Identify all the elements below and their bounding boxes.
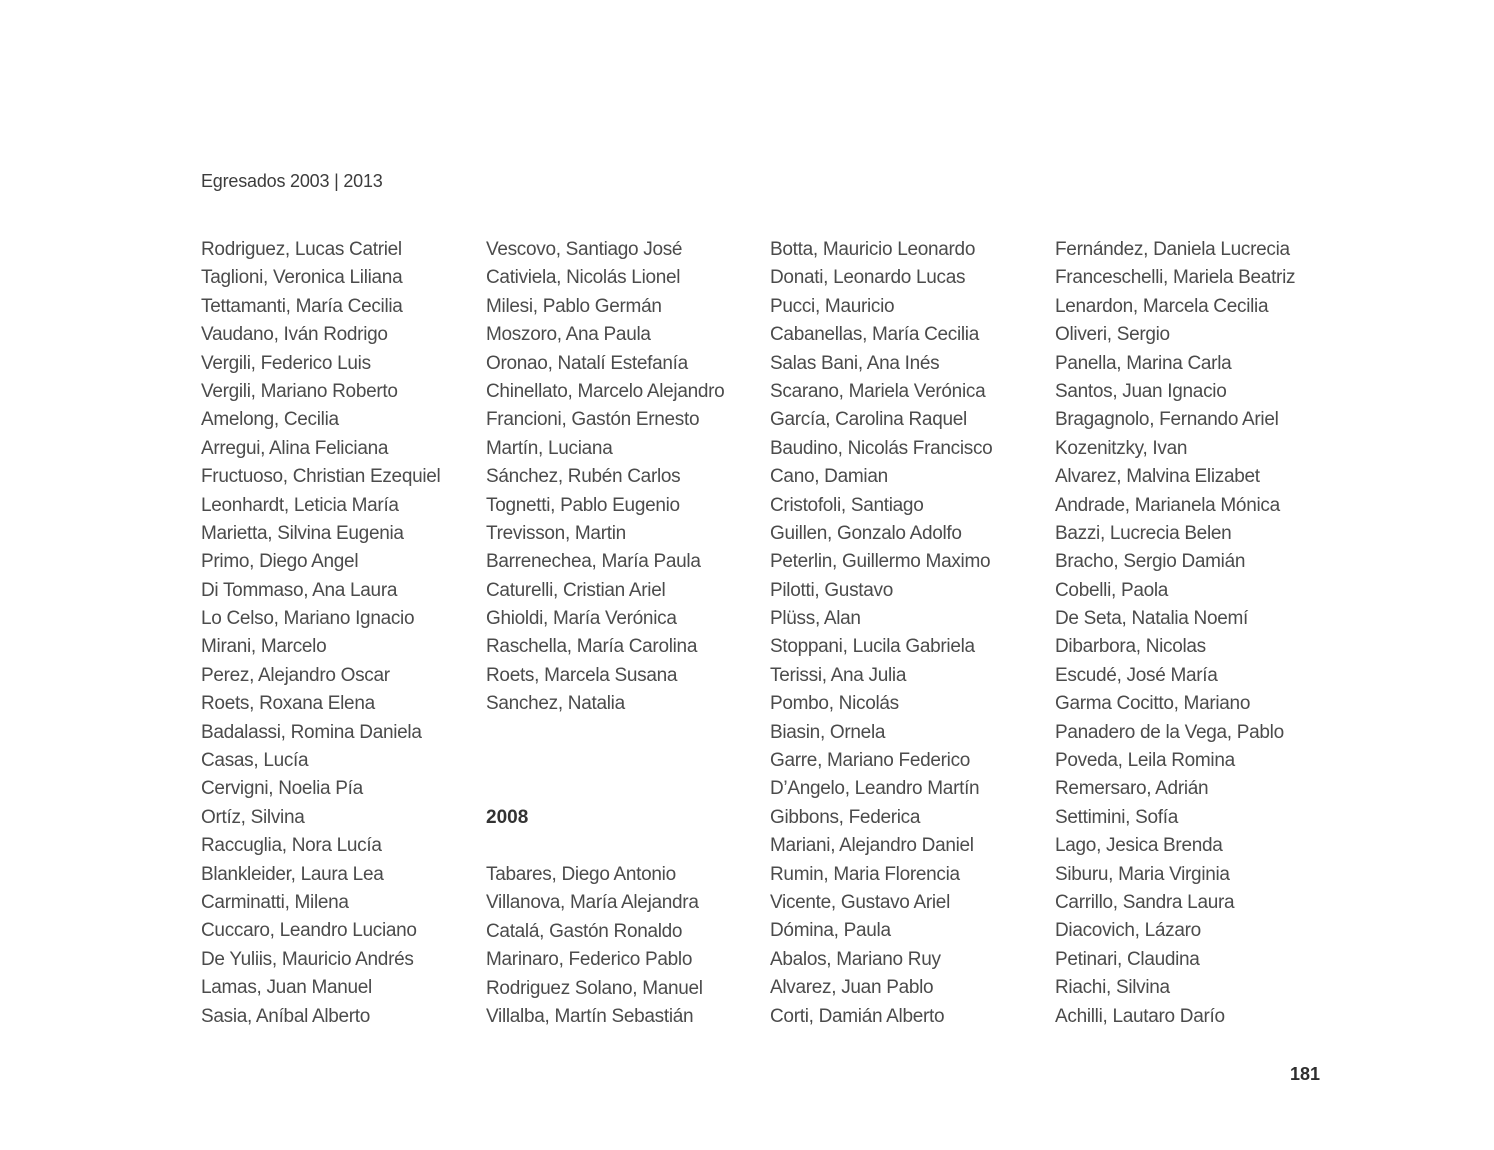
list-item: Tettamanti, María Cecilia — [201, 295, 403, 317]
list-item: Baudino, Nicolás Francisco — [770, 437, 993, 459]
list-item: De Yuliis, Mauricio Andrés — [201, 948, 414, 970]
list-item: Garre, Mariano Federico — [770, 750, 971, 772]
list-item: Cativiela, Nicolás Lionel — [486, 267, 681, 289]
list-item: Primo, Diego Angel — [201, 551, 359, 573]
list-item: Dómina, Paula — [770, 920, 891, 942]
list-item: Mariani, Alejandro Daniel — [770, 835, 974, 857]
list-item: Corti, Damián Alberto — [770, 1005, 945, 1027]
list-item: Leonhardt, Leticia María — [201, 494, 399, 516]
list-item: Taglioni, Veronica Liliana — [201, 267, 403, 289]
list-item: Mirani, Marcelo — [201, 636, 327, 658]
list-item: Barrenechea, María Paula — [486, 551, 701, 573]
list-item: Pucci, Mauricio — [770, 295, 895, 317]
list-item: Marietta, Silvina Eugenia — [201, 522, 404, 544]
list-item: Raschella, María Carolina — [486, 636, 698, 658]
list-item: Bragagnolo, Fernando Ariel — [1055, 409, 1279, 431]
list-item: Botta, Mauricio Leonardo — [770, 239, 976, 260]
list-item: Ghioldi, María Verónica — [486, 608, 677, 630]
list-item: Caturelli, Cristian Ariel — [486, 579, 666, 601]
list-item: De Seta, Natalia Noemí — [1055, 608, 1248, 630]
list-item: Roets, Roxana Elena — [201, 693, 375, 715]
names-column-3 — [770, 236, 1040, 1031]
list-item: Petinari, Claudina — [1055, 948, 1200, 970]
list-item: Badalassi, Romina Daniela — [201, 721, 422, 743]
list-item: Diacovich, Lázaro — [1055, 920, 1201, 942]
list-item: Martín, Luciana — [486, 437, 613, 459]
list-item: Marinaro, Federico Pablo — [486, 949, 693, 971]
list-item: Lo Celso, Mariano Ignacio — [201, 608, 415, 630]
list-item: Alvarez, Juan Pablo — [770, 977, 934, 999]
list-item: Tognetti, Pablo Eugenio — [486, 494, 680, 516]
list-item: Sánchez, Rubén Carlos — [486, 466, 681, 488]
list-item: Arregui, Alina Feliciana — [201, 437, 389, 459]
list-item: Oliveri, Sergio — [1055, 324, 1170, 346]
list-item: Cano, Damian — [770, 466, 888, 488]
list-item: Vaudano, Iván Rodrigo — [201, 324, 388, 346]
list-item: Catalá, Gastón Ronaldo — [486, 920, 683, 942]
list-item: Villanova, María Alejandra — [486, 892, 699, 914]
list-item: Panella, Marina Carla — [1055, 352, 1232, 374]
running-head: Egresados 2003 | 2013 — [201, 171, 383, 191]
list-item: Alvarez, Malvina Elizabet — [1055, 466, 1260, 488]
list-item: Fructuoso, Christian Ezequiel — [201, 466, 441, 488]
list-item: Pombo, Nicolás — [770, 693, 899, 715]
list-item: Villalba, Martín Sebastián — [486, 1005, 694, 1027]
names-column-4 — [1055, 236, 1325, 1031]
list-item: Kozenitzky, Ivan — [1055, 437, 1188, 459]
list-item: Sanchez, Natalia — [486, 693, 625, 715]
list-item: Donati, Leonardo Lucas — [770, 267, 966, 289]
list-item: D’Angelo, Leandro Martín — [770, 778, 980, 800]
list-item: Chinellato, Marcelo Alejandro — [486, 380, 725, 402]
list-item: Ortíz, Silvina — [201, 806, 305, 828]
list-item: Raccuglia, Nora Lucía — [201, 835, 382, 857]
list-item: Casas, Lucía — [201, 750, 309, 772]
list-item: Remersaro, Adrián — [1055, 778, 1209, 800]
list-item: Stoppani, Lucila Gabriela — [770, 636, 975, 658]
list-item: Roets, Marcela Susana — [486, 664, 678, 686]
list-item: Rodriguez Solano, Manuel — [486, 977, 703, 999]
list-item: Garma Cocitto, Mariano — [1055, 693, 1251, 715]
list-item: Siburu, Maria Virginia — [1055, 863, 1230, 885]
list-item: Milesi, Pablo Germán — [486, 295, 662, 317]
list-item: Andrade, Marianela Mónica — [1055, 494, 1280, 516]
list-item: Perez, Alejandro Oscar — [201, 664, 390, 686]
list-item: Moszoro, Ana Paula — [486, 324, 651, 346]
list-item: Cristofoli, Santiago — [770, 494, 924, 516]
list-item: Santos, Juan Ignacio — [1055, 380, 1227, 402]
list-item: Rodriguez, Lucas Catriel — [201, 239, 402, 260]
list-item: Cervigni, Noelia Pía — [201, 778, 363, 800]
list-item: Fernández, Daniela Lucrecia — [1055, 239, 1290, 260]
list-item: Guillen, Gonzalo Adolfo — [770, 522, 962, 544]
list-item: Di Tommaso, Ana Laura — [201, 579, 398, 601]
list-item: Sasia, Aníbal Alberto — [201, 1005, 371, 1027]
list-item: Bazzi, Lucrecia Belen — [1055, 522, 1232, 544]
names-2008-list — [486, 861, 756, 1031]
list-item: Carminatti, Milena — [201, 891, 349, 913]
page-number: 181 — [1290, 1064, 1321, 1084]
list-item: García, Carolina Raquel — [770, 409, 967, 431]
list-item: Francioni, Gastón Ernesto — [486, 409, 700, 431]
list-item: Lamas, Juan Manuel — [201, 977, 372, 999]
list-item: Settimini, Sofía — [1055, 806, 1178, 828]
list-item: Vicente, Gustavo Ariel — [770, 891, 950, 913]
list-item: Biasin, Ornela — [770, 721, 886, 743]
list-item: Lago, Jesica Brenda — [1055, 835, 1223, 857]
list-item: Tabares, Diego Antonio — [486, 864, 676, 885]
list-item: Blankleider, Laura Lea — [201, 863, 384, 885]
list-item: Riachi, Silvina — [1055, 977, 1170, 999]
list-item: Salas Bani, Ana Inés — [770, 352, 940, 374]
list-item: Cobelli, Paola — [1055, 579, 1169, 601]
names-column-1 — [201, 236, 471, 1031]
list-item: Panadero de la Vega, Pablo — [1055, 721, 1284, 743]
list-item: Abalos, Mariano Ruy — [770, 948, 941, 970]
list-item: Oronao, Natalí Estefanía — [486, 352, 688, 374]
list-item: Poveda, Leila Romina — [1055, 750, 1235, 772]
list-item: Pilotti, Gustavo — [770, 579, 893, 601]
list-item: Achilli, Lautaro Darío — [1055, 1005, 1225, 1027]
list-item: Scarano, Mariela Verónica — [770, 380, 986, 402]
list-item: Terissi, Ana Julia — [770, 664, 907, 686]
list-item: Franceschelli, Mariela Beatriz — [1055, 267, 1296, 289]
list-item: Peterlin, Guillermo Maximo — [770, 551, 991, 573]
list-item: Vergili, Federico Luis — [201, 352, 371, 374]
year-heading-2008: 2008 — [486, 807, 529, 828]
list-item: Escudé, José María — [1055, 664, 1218, 686]
list-item: Carrillo, Sandra Laura — [1055, 891, 1235, 913]
list-item: Gibbons, Federica — [770, 806, 921, 828]
list-item: Plüss, Alan — [770, 608, 861, 630]
names-column-2 — [486, 236, 756, 719]
list-item: Lenardon, Marcela Cecilia — [1055, 295, 1269, 317]
list-item: Cabanellas, María Cecilia — [770, 324, 979, 346]
list-item: Vescovo, Santiago José — [486, 239, 683, 260]
list-item: Amelong, Cecilia — [201, 409, 339, 431]
list-item: Cuccaro, Leandro Luciano — [201, 920, 417, 942]
list-item: Vergili, Mariano Roberto — [201, 380, 398, 402]
list-item: Trevisson, Martin — [486, 522, 626, 544]
list-item: Rumin, Maria Florencia — [770, 863, 960, 885]
list-item: Dibarbora, Nicolas — [1055, 636, 1206, 658]
list-item: Bracho, Sergio Damián — [1055, 551, 1246, 573]
